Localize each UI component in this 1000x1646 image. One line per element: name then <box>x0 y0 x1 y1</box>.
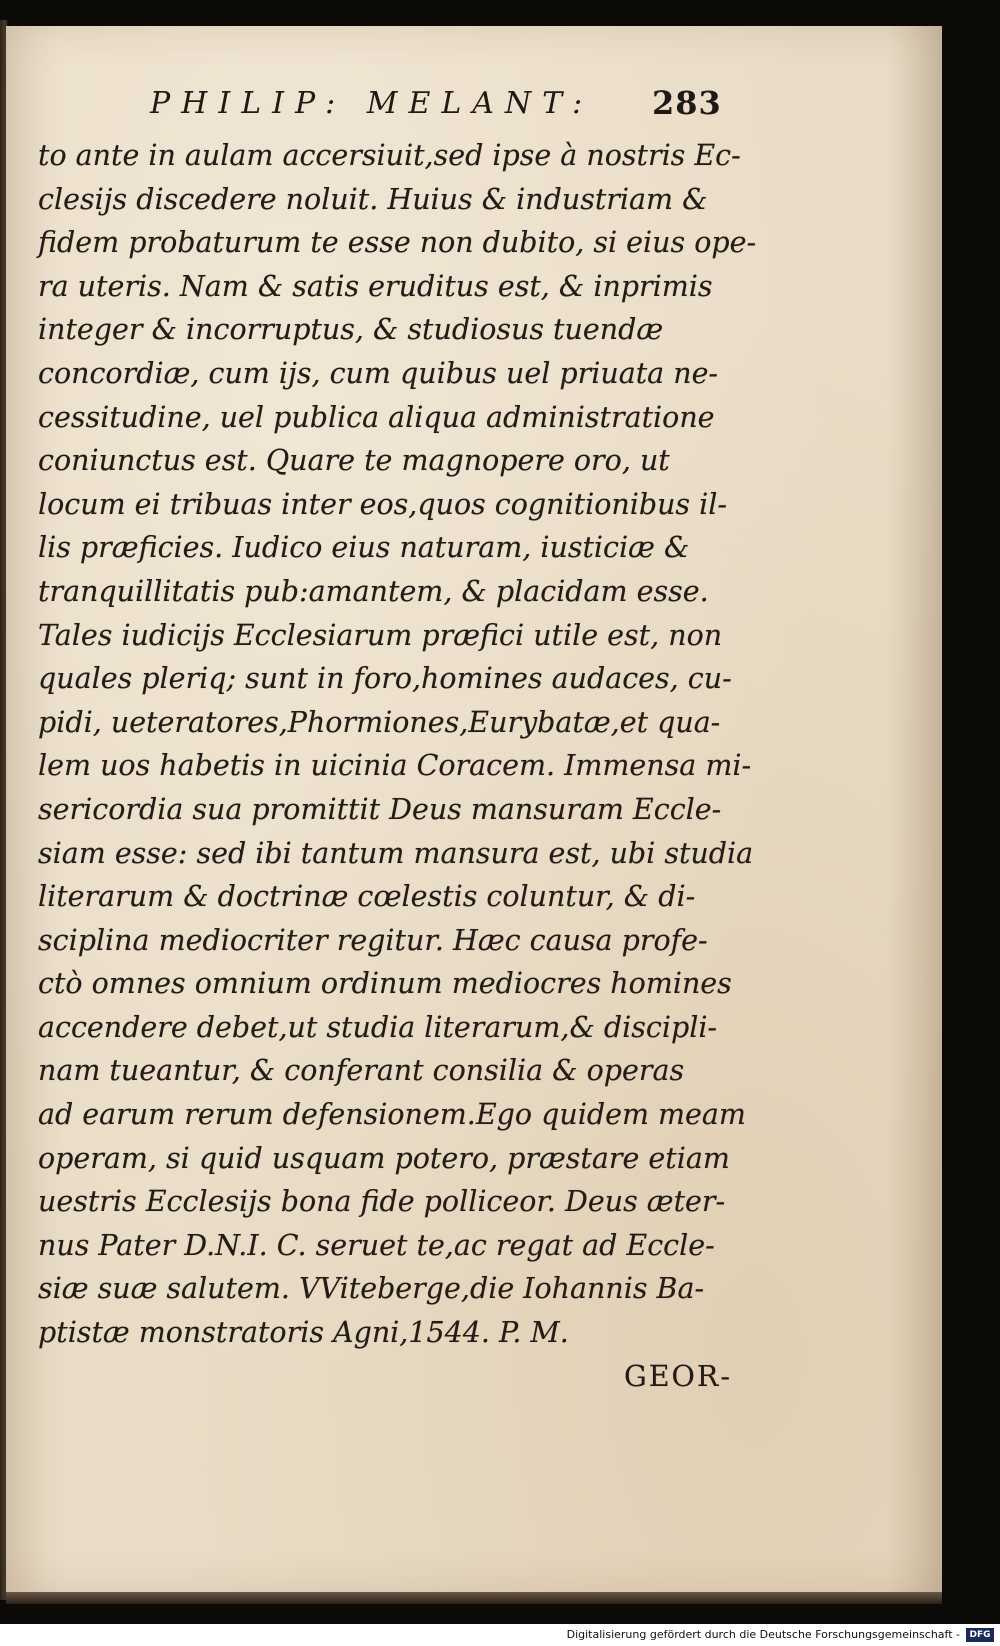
text-line: Tales iudicijs Ecclesiarum præfici utile est, non <box>38 618 723 652</box>
text-line: locum ei tribuas inter eos,quos cognitionibus il- <box>38 487 727 521</box>
text-line: nam tueantur, & conferant consilia & operas <box>38 1054 685 1088</box>
text-line: operam, si quid usquam potero, præstare etiam <box>38 1141 730 1175</box>
text-line: clesijs discedere noluit. Huius & industriam & <box>38 182 708 216</box>
catchword: GEOR- <box>623 1359 732 1393</box>
text-line: concordiæ, cum ijs, cum quibus uel priuata ne- <box>38 356 719 390</box>
text-line: siæ suæ salutem. VViteberge,die Iohannis Ba- <box>38 1272 705 1306</box>
text-line: cessitudine, uel publica aliqua administratione <box>38 400 715 434</box>
text-line: ctò omnes omnium ordinum mediocres homines <box>38 967 732 1001</box>
running-head: PHILIP: MELANT: <box>150 86 594 121</box>
text-line: lis præficies. Iudico eius naturam, iusticiæ & <box>38 531 690 565</box>
funding-credit: Digitalisierung gefördert durch die Deutsche Forschungsgemeinschaft - <box>566 1628 960 1641</box>
letter-text <box>38 134 757 1398</box>
page-header <box>150 86 750 132</box>
text-line: ra uteris. Nam & satis eruditus est, & inprimis <box>38 269 713 303</box>
page-number: 283 <box>652 84 722 122</box>
digitization-footer <box>0 1624 1000 1646</box>
text-line: integer & incorruptus, & studiosus tuendæ <box>38 313 664 347</box>
text-line: coniunctus est. Quare te magnopere oro, ut <box>38 444 670 478</box>
text-line: nus Pater D.N.I. C. seruet te,ac regat ad Eccle- <box>38 1228 715 1262</box>
text-line: quales pleriq; sunt in foro,homines audaces, cu- <box>38 662 732 696</box>
text-line: siam esse: sed ibi tantum mansura est, ubi studia <box>38 836 754 870</box>
text-line: ad earum rerum defensionem.Ego quidem meam <box>38 1098 746 1132</box>
text-line: lem uos habetis in uicinia Coracem. Immensa mi- <box>38 749 752 783</box>
dfg-logo-icon: DFG <box>966 1628 994 1642</box>
text-line: fidem probaturum te esse non dubito, si eius ope- <box>38 226 757 260</box>
text-line: tranquillitatis pub:amantem, & placidam esse. <box>38 574 709 608</box>
text-line: uestris Ecclesijs bona fide polliceor. Deus æter- <box>38 1185 726 1219</box>
page-bottom-edge <box>6 1592 942 1604</box>
text-line: to ante in aulam accersiuit,sed ipse à nostris Ec- <box>38 139 741 172</box>
text-line: sericordia sua promittit Deus mansuram Eccle- <box>38 792 722 826</box>
text-line: pidi, ueteratores,Phormiones,Eurybatæ,et qua- <box>38 705 721 739</box>
text-line: sciplina mediocriter regitur. Hæc causa profe- <box>38 923 708 957</box>
text-line: ptistæ monstratoris Agni,1544. P. M. <box>38 1316 569 1350</box>
text-line: accendere debet,ut studia literarum,& discipli- <box>38 1010 718 1044</box>
text-line: literarum & doctrinæ cœlestis coluntur, & di- <box>38 880 696 914</box>
